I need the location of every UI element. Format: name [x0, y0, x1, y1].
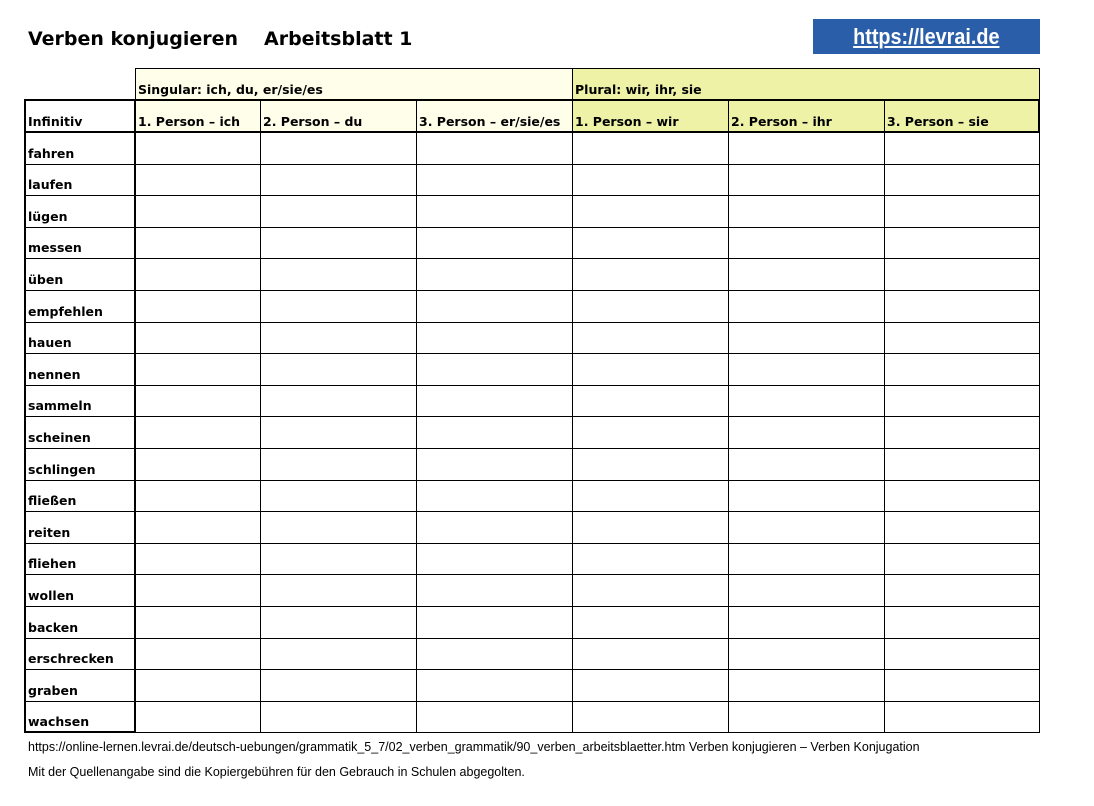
answer-cell: [135, 227, 260, 259]
first-col-border-bottom: [24, 731, 135, 733]
grid-hline: [25, 701, 1040, 702]
answer-cell: [135, 322, 260, 354]
answer-cell: [416, 227, 572, 259]
answer-cell: [884, 322, 1040, 354]
verb-infinitive-cell-label: sammeln: [28, 398, 92, 414]
answer-cell: [728, 574, 884, 606]
answer-cell: [135, 448, 260, 480]
answer-cell: [572, 701, 728, 733]
answer-cell: [884, 638, 1040, 670]
answer-cell: [135, 511, 260, 543]
logo-text: https://levrai.de: [853, 23, 1000, 49]
first-col-border-left: [24, 99, 26, 732]
verb-infinitive-cell: [25, 511, 135, 543]
answer-cell: [572, 543, 728, 575]
answer-cell: [135, 574, 260, 606]
verb-infinitive-cell-label: empfehlen: [28, 303, 103, 319]
verb-infinitive-cell-label: hauen: [28, 335, 72, 351]
grid-hline: [25, 543, 1040, 544]
answer-cell: [884, 353, 1040, 385]
answer-cell: [416, 416, 572, 448]
grid-hline: [25, 416, 1040, 417]
verb-infinitive-cell: [25, 164, 135, 196]
answer-cell: [728, 511, 884, 543]
answer-cell: [884, 385, 1040, 417]
answer-cell: [728, 164, 884, 196]
column-header: [728, 100, 884, 132]
verb-infinitive-cell: [25, 416, 135, 448]
grid-hline: [25, 669, 1040, 670]
first-col-border-right: [134, 99, 136, 732]
verb-infinitive-cell: [25, 574, 135, 606]
answer-cell: [416, 669, 572, 701]
answer-cell: [572, 448, 728, 480]
verb-infinitive-cell: [25, 669, 135, 701]
answer-cell: [728, 385, 884, 417]
answer-cell: [884, 290, 1040, 322]
column-header: [884, 100, 1040, 132]
answer-cell: [572, 480, 728, 512]
answer-cell: [884, 132, 1040, 164]
answer-cell: [884, 164, 1040, 196]
verb-infinitive-cell: [25, 258, 135, 290]
answer-cell: [416, 290, 572, 322]
answer-cell: [728, 353, 884, 385]
column-header: [572, 100, 728, 132]
answer-cell: [135, 669, 260, 701]
verb-infinitive-cell-label: erschrecken: [28, 651, 114, 667]
grid-hline: [25, 258, 1040, 259]
answer-cell: [416, 258, 572, 290]
verb-infinitive-cell-label: fliehen: [28, 556, 77, 572]
verb-infinitive-cell: [25, 227, 135, 259]
answer-cell: [884, 606, 1040, 638]
answer-cell: [416, 701, 572, 733]
answer-cell: [135, 638, 260, 670]
verb-infinitive-cell: [25, 606, 135, 638]
answer-cell: [572, 227, 728, 259]
answer-cell: [884, 195, 1040, 227]
answer-cell: [260, 164, 416, 196]
answer-cell: [884, 511, 1040, 543]
verb-infinitive-cell-label: fließen: [28, 493, 77, 509]
answer-cell: [572, 290, 728, 322]
grid-hline: [25, 385, 1040, 386]
answer-cell: [884, 448, 1040, 480]
answer-cell: [572, 195, 728, 227]
answer-cell: [260, 638, 416, 670]
singular-group-header-label: Singular: ich, du, er/sie/es: [138, 82, 323, 97]
answer-cell: [884, 258, 1040, 290]
answer-cell: [135, 701, 260, 733]
verb-infinitive-cell-label: wollen: [28, 587, 75, 603]
column-header-label: 2. Person – ihr: [731, 114, 832, 129]
verb-infinitive-cell-label: nennen: [28, 366, 81, 382]
grid-hline: [25, 732, 1040, 733]
answer-cell: [728, 480, 884, 512]
answer-cell: [260, 480, 416, 512]
answer-cell: [728, 132, 884, 164]
answer-cell: [260, 606, 416, 638]
verb-infinitive-cell-label: messen: [28, 240, 82, 256]
verb-infinitive-cell-label: üben: [28, 271, 64, 287]
verb-infinitive-cell-label: laufen: [28, 177, 73, 193]
verb-infinitive-cell-label: lügen: [28, 208, 68, 224]
answer-cell: [135, 480, 260, 512]
answer-cell: [260, 195, 416, 227]
verb-infinitive-cell: [25, 385, 135, 417]
answer-cell: [135, 385, 260, 417]
answer-cell: [572, 164, 728, 196]
column-header-label: 1. Person – ich: [138, 114, 241, 129]
answer-cell: [728, 227, 884, 259]
column-header: [260, 100, 416, 132]
answer-cell: [260, 132, 416, 164]
answer-cell: [416, 322, 572, 354]
answer-cell: [416, 543, 572, 575]
answer-cell: [572, 258, 728, 290]
verb-infinitive-cell-label: backen: [28, 619, 79, 635]
answer-cell: [572, 353, 728, 385]
answer-cell: [260, 290, 416, 322]
column-header-label: Infinitiv: [28, 114, 83, 129]
answer-cell: [884, 543, 1040, 575]
answer-cell: [135, 195, 260, 227]
column-header: [416, 100, 572, 132]
grid-hline: [25, 164, 1040, 165]
answer-cell: [135, 606, 260, 638]
verb-infinitive-cell: [25, 480, 135, 512]
answer-cell: [884, 574, 1040, 606]
verb-infinitive-cell: [25, 638, 135, 670]
source-url-line: https://online-lernen.levrai.de/deutsch-uebungen/grammatik_5_7/02_verben_grammatik/90_verben_arbeitsblaetter.htm Verben konjugieren – Verben Konjugation: [28, 740, 920, 754]
column-header-label: 2. Person – du: [263, 114, 363, 129]
verb-infinitive-cell-label: fahren: [28, 145, 75, 161]
grid-hline: [25, 322, 1040, 323]
verb-infinitive-cell: [25, 448, 135, 480]
answer-cell: [884, 701, 1040, 733]
grid-hline: [25, 195, 1040, 196]
answer-cell: [728, 543, 884, 575]
answer-cell: [260, 669, 416, 701]
grid-hline: [25, 448, 1040, 449]
verb-infinitive-cell: [25, 132, 135, 164]
column-header-label: 3. Person – sie: [887, 114, 989, 129]
header-border-right: [1038, 99, 1040, 132]
answer-cell: [728, 258, 884, 290]
answer-cell: [728, 290, 884, 322]
worksheet-subtitle: Arbeitsblatt 1: [264, 28, 413, 50]
answer-cell: [572, 132, 728, 164]
column-header: [135, 100, 260, 132]
grid-hline: [25, 511, 1040, 512]
answer-cell: [260, 385, 416, 417]
grid-hline: [25, 480, 1040, 481]
answer-cell: [728, 322, 884, 354]
grid-vline: [572, 68, 573, 732]
answer-cell: [416, 448, 572, 480]
grid-vline: [1039, 68, 1040, 732]
column-header-label: 1. Person – wir: [575, 114, 679, 129]
grid-hline: [25, 638, 1040, 639]
verb-infinitive-cell: [25, 290, 135, 322]
answer-cell: [728, 606, 884, 638]
answer-cell: [260, 416, 416, 448]
answer-cell: [728, 638, 884, 670]
answer-cell: [416, 385, 572, 417]
grid-hline: [25, 227, 1040, 228]
answer-cell: [135, 132, 260, 164]
answer-cell: [884, 416, 1040, 448]
verb-infinitive-cell: [25, 543, 135, 575]
answer-cell: [728, 416, 884, 448]
grid-hline: [25, 353, 1040, 354]
answer-cell: [572, 385, 728, 417]
answer-cell: [260, 701, 416, 733]
answer-cell: [260, 227, 416, 259]
answer-cell: [572, 606, 728, 638]
answer-cell: [728, 448, 884, 480]
plural-group-header-label: Plural: wir, ihr, sie: [575, 82, 702, 97]
header-border-bottom: [25, 131, 1040, 133]
answer-cell: [572, 322, 728, 354]
answer-cell: [260, 543, 416, 575]
plural-group-header: [572, 68, 1040, 100]
answer-cell: [260, 574, 416, 606]
answer-cell: [416, 638, 572, 670]
answer-cell: [135, 164, 260, 196]
answer-cell: [416, 353, 572, 385]
singular-group-header: [135, 68, 572, 100]
answer-cell: [728, 701, 884, 733]
answer-cell: [135, 353, 260, 385]
grid-hline: [135, 68, 1040, 69]
answer-cell: [260, 258, 416, 290]
header-border-top: [25, 99, 1040, 101]
verb-infinitive-cell-label: schlingen: [28, 461, 96, 477]
answer-cell: [416, 574, 572, 606]
verb-infinitive-cell-label: reiten: [28, 524, 71, 540]
worksheet-title: Verben konjugieren: [28, 28, 239, 50]
answer-cell: [416, 511, 572, 543]
verb-infinitive-cell-label: wachsen: [28, 714, 90, 730]
grid-hline: [25, 574, 1040, 575]
answer-cell: [260, 511, 416, 543]
verb-infinitive-cell: [25, 353, 135, 385]
answer-cell: [260, 353, 416, 385]
answer-cell: [572, 574, 728, 606]
answer-cell: [884, 669, 1040, 701]
column-header: [25, 100, 135, 132]
answer-cell: [884, 480, 1040, 512]
answer-cell: [416, 132, 572, 164]
verb-infinitive-cell: [25, 701, 135, 733]
answer-cell: [572, 416, 728, 448]
verb-infinitive-cell: [25, 195, 135, 227]
answer-cell: [728, 669, 884, 701]
answer-cell: [416, 606, 572, 638]
column-header-label: 3. Person – er/sie/es: [419, 114, 561, 129]
levrai-logo-link[interactable]: [813, 19, 1040, 54]
grid-hline: [25, 606, 1040, 607]
answer-cell: [572, 511, 728, 543]
answer-cell: [416, 480, 572, 512]
verb-infinitive-cell-label: graben: [28, 682, 78, 698]
answer-cell: [416, 195, 572, 227]
verb-infinitive-cell: [25, 322, 135, 354]
answer-cell: [260, 448, 416, 480]
grid-hline: [25, 290, 1040, 291]
answer-cell: [135, 416, 260, 448]
answer-cell: [135, 543, 260, 575]
copyright-note: Mit der Quellenangabe sind die Kopiergebühren für den Gebrauch in Schulen abgegolten.: [28, 765, 525, 779]
answer-cell: [572, 669, 728, 701]
verb-infinitive-cell-label: scheinen: [28, 429, 91, 445]
answer-cell: [260, 322, 416, 354]
answer-cell: [728, 195, 884, 227]
answer-cell: [135, 258, 260, 290]
answer-cell: [416, 164, 572, 196]
answer-cell: [884, 227, 1040, 259]
answer-cell: [572, 638, 728, 670]
answer-cell: [135, 290, 260, 322]
